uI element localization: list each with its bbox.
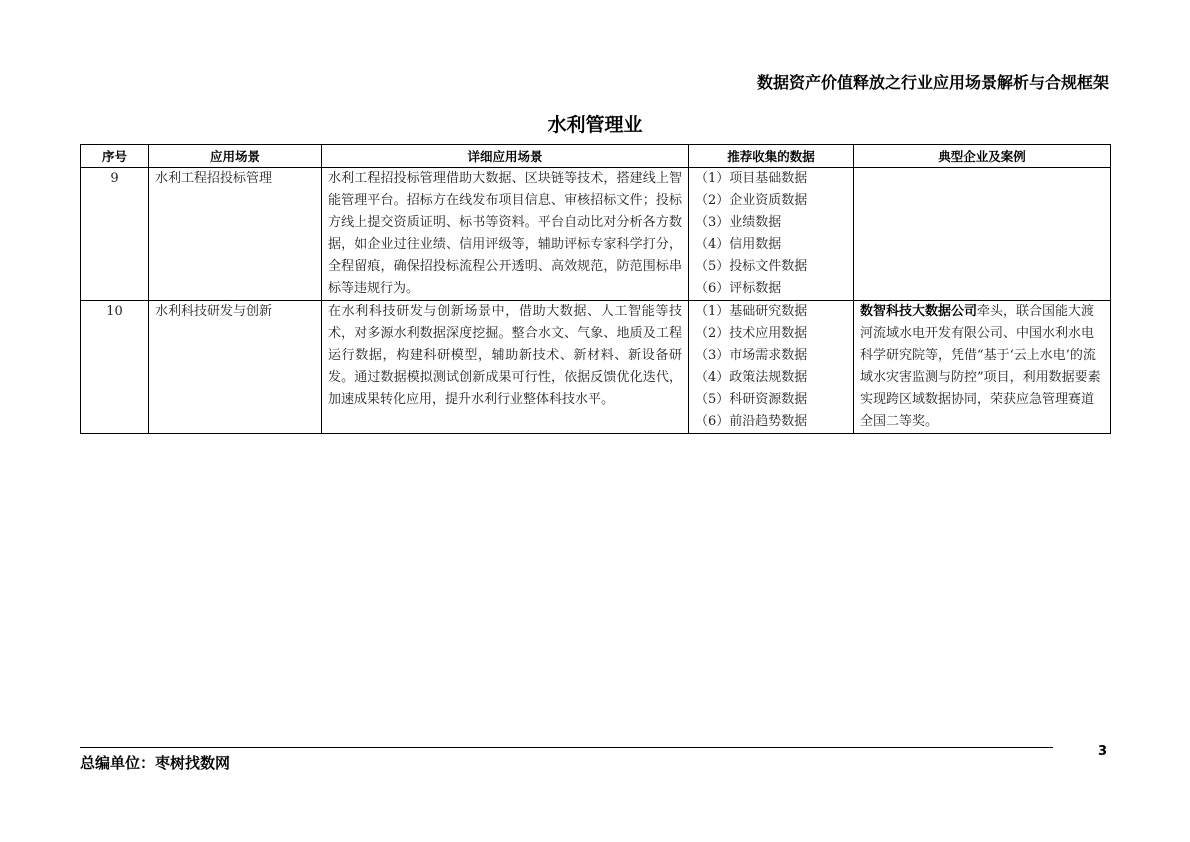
data-item: （5）投标文件数据 xyxy=(695,259,808,274)
row-data-list xyxy=(689,168,854,301)
row-data-list xyxy=(689,301,854,434)
column-header-scene: 应用场景 xyxy=(149,145,322,168)
column-header-num: 序号 xyxy=(81,145,149,168)
data-item: （6）评标数据 xyxy=(695,281,782,296)
footer-divider xyxy=(80,747,1053,748)
page-number: 3 xyxy=(1098,744,1108,759)
table-row xyxy=(81,168,1111,301)
column-header-detail: 详细应用场景 xyxy=(322,145,689,168)
data-item: （2）技术应用数据 xyxy=(695,326,808,341)
row-detail: 在水利科技研发与创新场景中，借助大数据、人工智能等技术，对多源水利数据深度挖掘。整合水文、气象、地质及工程运行数据，构建科研模型，辅助新技术、新材料、新设备研发。通过数据模拟测试创新成果可行性，依据反馈优化迭代，加速成果转化应用，提升水利行业整体科技水平。 xyxy=(322,301,689,434)
data-item: （4）政策法规数据 xyxy=(695,370,808,385)
case-company: 数智科技大数据公司 xyxy=(860,304,978,319)
table-header-row xyxy=(81,145,1111,168)
footer-editorial-unit: 总编单位：枣树找数网 xyxy=(80,754,231,772)
row-case xyxy=(854,301,1111,434)
table-row xyxy=(81,301,1111,434)
column-header-case: 典型企业及案例 xyxy=(854,145,1111,168)
row-case xyxy=(854,168,1111,301)
scenario-table xyxy=(80,144,1111,434)
data-item: （6）前沿趋势数据 xyxy=(695,414,808,429)
data-item: （5）科研资源数据 xyxy=(695,392,808,407)
data-item: （3）市场需求数据 xyxy=(695,348,808,363)
section-title: 水利管理业 xyxy=(547,114,643,136)
row-detail: 水利工程招投标管理借助大数据、区块链等技术，搭建线上智能管理平台。招标方在线发布项目信息、审核招标文件；投标方线上提交资质证明、标书等资料。平台自动比对分析各方数据，如企业过往业绩、信用评级等，辅助评标专家科学打分，全程留痕，确保招投标流程公开透明、高效规范，防范围标串标等违规行为。 xyxy=(322,168,689,301)
row-scene: 水利工程招投标管理 xyxy=(149,168,322,301)
row-number: 10 xyxy=(81,301,149,434)
data-item: （2）企业资质数据 xyxy=(695,193,808,208)
data-item: （1）项目基础数据 xyxy=(695,171,808,186)
data-item: （4）信用数据 xyxy=(695,237,782,252)
data-item: （1）基础研究数据 xyxy=(695,304,808,319)
row-scene: 水利科技研发与创新 xyxy=(149,301,322,434)
row-number: 9 xyxy=(81,168,149,301)
case-text: 牵头，联合国能大渡河流域水电开发有限公司、中国水利水电科学研究院等，凭借“基于‘云上水电’的流域水灾害监测与防控”项目，利用数据要素实现跨区域数据协同，荣获应急管理赛道全国二等奖。 xyxy=(860,304,1101,429)
document-header-title: 数据资产价值释放之行业应用场景解析与合规框架 xyxy=(756,73,1109,92)
data-item: （3）业绩数据 xyxy=(695,215,782,230)
column-header-data: 推荐收集的数据 xyxy=(689,145,854,168)
